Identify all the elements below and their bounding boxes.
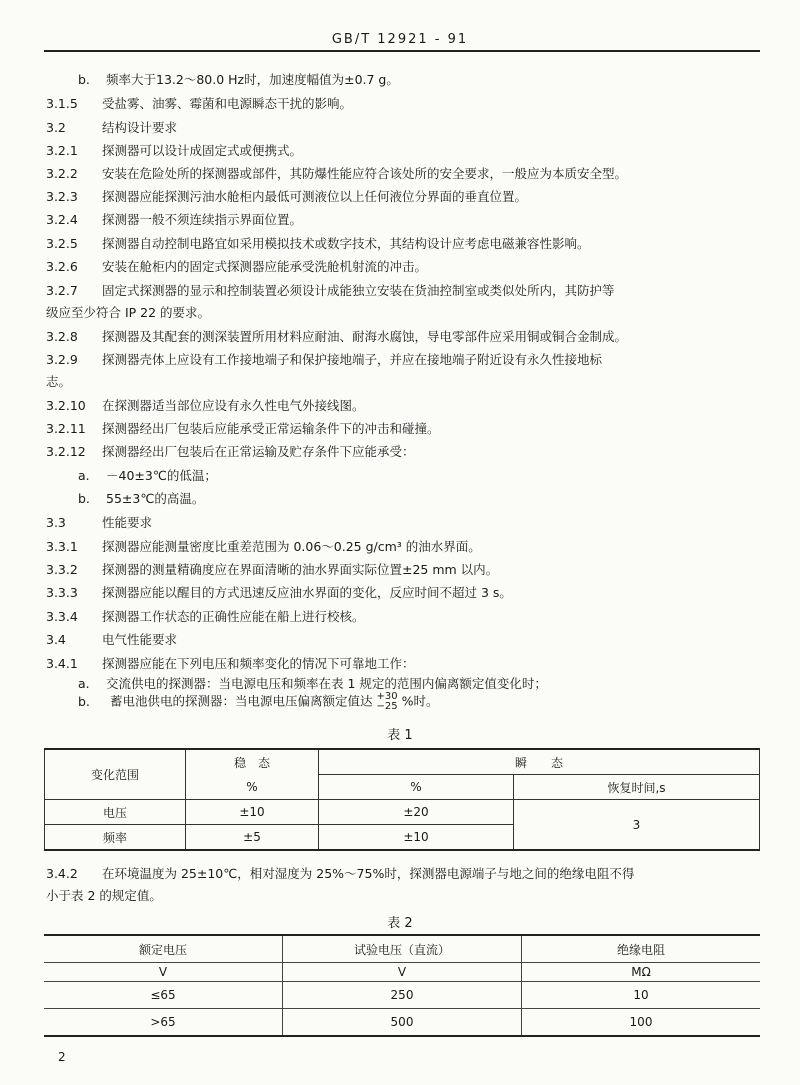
text-line	[46, 609, 762, 625]
clause-number: 3.3.4	[46, 609, 78, 624]
text-line	[46, 236, 762, 252]
clause-number: 3.2.8	[46, 329, 78, 344]
text-line	[46, 283, 762, 299]
page-number: 2	[58, 1050, 66, 1064]
clause-number: a.	[78, 676, 90, 691]
table1-row-transient: ±20	[319, 800, 514, 825]
clause-text: 探测器的测量精确度应在界面清晰的油水界面实际位置±25 mm 以内。	[102, 562, 499, 577]
clause-number: 3.4.2	[46, 866, 78, 881]
clause-text: 级应至少符合 IP 22 的要求。	[46, 305, 211, 320]
text-line	[46, 444, 762, 460]
header-rule	[44, 50, 760, 52]
clause-number: 3.2.9	[46, 352, 78, 367]
text-line	[46, 398, 762, 414]
table1-header-steady: 稳 态	[186, 749, 319, 775]
clause-text: 探测器一般不须连续指示界面位置。	[102, 212, 303, 227]
table2-caption: 表 2	[387, 916, 413, 931]
text-line	[46, 166, 762, 182]
text-line	[78, 491, 794, 507]
text-line	[46, 374, 762, 390]
table1-row-name: 电压	[45, 800, 186, 825]
clause-text: 志。	[46, 374, 72, 389]
clause-3-4-2-cont	[46, 888, 762, 904]
clause-number: 3.1.5	[46, 96, 78, 111]
table1-caption: 表 1	[387, 728, 413, 743]
clause-number: 3.2.2	[46, 166, 78, 181]
clause-number: 3.2	[46, 120, 66, 135]
clause-text: 探测器经出厂包装后在正常运输及贮存条件下应能承受：	[102, 444, 415, 459]
clause-text: 固定式探测器的显示和控制装置必须设计成能独立安装在货油控制室或类似处所内，其防护等	[102, 283, 615, 298]
clause-text: 安装在舱柜内的固定式探测器应能承受洗舱机射流的冲击。	[102, 259, 428, 274]
clause-text: －40±3℃的低温；	[106, 468, 217, 483]
text-line	[46, 143, 762, 159]
table1-row-transient: ±10	[319, 825, 514, 851]
clause-number: 3.2.5	[46, 236, 78, 251]
clause-number: b.	[78, 72, 90, 87]
table2-header-rated-voltage: 额定电压	[44, 935, 283, 963]
clause-text: 探测器及其配套的测深装置所用材料应耐油、耐海水腐蚀，导电零部件应采用铜或铜合金制成。	[102, 329, 628, 344]
text-line	[46, 421, 762, 437]
clause-text: 安装在危险处所的探测器或部件，其防爆性能应符合该处所的安全要求，一般应为本质安全型。	[102, 166, 628, 181]
table1-row-name: 频率	[45, 825, 186, 851]
clause-text: 探测器工作状态的正确性应能在船上进行校核。	[102, 609, 365, 624]
table2-cell: 10	[522, 982, 761, 1009]
clause-text-suffix: %时。	[401, 693, 439, 709]
clause-number: b.	[78, 693, 90, 709]
table1-row-steady: ±10	[186, 800, 319, 825]
table1-row-steady: ±5	[186, 825, 319, 851]
clause-number: 3.4	[46, 632, 66, 647]
table1-header-transient: 瞬 态	[319, 749, 760, 775]
text-line	[46, 585, 762, 601]
clause-text: 受盐雾、油雾、霉菌和电源瞬态干扰的影响。	[102, 96, 353, 111]
table2-header-test-voltage: 试验电压（直流）	[283, 935, 522, 963]
clause-text: 电气性能要求	[102, 632, 178, 647]
clause-number: 3.3.1	[46, 539, 78, 554]
text-line	[46, 259, 762, 275]
clause-text: 性能要求	[102, 515, 153, 530]
tolerance-lower: −25	[376, 701, 398, 712]
text-line	[46, 352, 762, 368]
clause-text: 探测器应能以醒目的方式迅速反应油水界面的变化，反应时间不超过 3 s。	[102, 585, 512, 600]
text-line	[46, 656, 762, 672]
text-line	[46, 96, 762, 112]
clause-text: 探测器应能探测污油水舱柜内最低可测液位以上任何液位分界面的垂直位置。	[102, 189, 528, 204]
clause-number: 3.3.2	[46, 562, 78, 577]
text-line	[46, 562, 762, 578]
clause-number: 3.2.4	[46, 212, 78, 227]
clause-number: 3.2.7	[46, 283, 78, 298]
table2-cell: 100	[522, 1009, 761, 1037]
clause-text: 小于表 2 的规定值。	[46, 888, 162, 903]
clause-text: 在环境温度为 25±10℃，相对湿度为 25%～75%时，探测器电源端子与地之间的绝缘电阻不得	[102, 866, 635, 881]
table2-cell: ≤65	[44, 982, 283, 1009]
text-line	[46, 305, 762, 321]
text-line	[46, 632, 762, 648]
clause-text: 探测器应能测量密度比重差范围为 0.06～0.25 g/cm³ 的油水界面。	[102, 539, 481, 554]
clause-text: 探测器可以设计成固定式或便携式。	[102, 143, 303, 158]
clause-number: 3.2.6	[46, 259, 78, 274]
clause-number: 3.2.11	[46, 421, 86, 436]
clause-number: 3.3	[46, 515, 66, 530]
page-header: GB/T 12921 - 91	[331, 32, 469, 47]
table2-unit: MΩ	[522, 963, 761, 982]
table2-cell: 250	[283, 982, 522, 1009]
table1	[44, 748, 760, 851]
table2-unit: V	[283, 963, 522, 982]
text-line	[78, 72, 794, 88]
table2-cell: >65	[44, 1009, 283, 1037]
clause-text: 在探测器适当部位应设有永久性电气外接线图。	[102, 398, 365, 413]
table1-recovery-value: 3	[514, 800, 760, 851]
table1-header-recovery: 恢复时间,s	[514, 775, 760, 800]
clause-text: 探测器应能在下列电压和频率变化的情况下可靠地工作：	[102, 656, 415, 671]
clause-number: 3.2.1	[46, 143, 78, 158]
table2-cell: 500	[283, 1009, 522, 1037]
table1-header-steady-unit: %	[186, 775, 319, 800]
clause-number: 3.2.12	[46, 444, 86, 459]
clause-number: 3.4.1	[46, 656, 78, 671]
clause-text: 55±3℃的高温。	[106, 491, 205, 506]
clause-text: 探测器壳体上应设有工作接地端子和保护接地端子，并应在接地端子附近设有永久性接地标	[102, 352, 603, 367]
tolerance-upper: +30	[376, 691, 398, 702]
table2-header-insulation: 绝缘电阻	[522, 935, 761, 963]
text-line	[46, 329, 762, 345]
clause-text-prefix: 蓄电池供电的探测器：当电源电压偏离额定值达	[109, 693, 373, 709]
table1-header-transient-unit: %	[319, 775, 514, 800]
clause-text: 频率大于13.2～80.0 Hz时，加速度幅值为±0.7 g。	[106, 72, 399, 87]
clause-3-4-1-b	[78, 692, 794, 712]
clause-number: 3.2.10	[46, 398, 86, 413]
text-line	[46, 212, 762, 228]
clause-3-4-2	[46, 866, 762, 882]
clause-text: 结构设计要求	[102, 120, 178, 135]
table2-unit: V	[44, 963, 283, 982]
clause-number: 3.3.3	[46, 585, 78, 600]
clause-number: b.	[78, 491, 90, 506]
table1-header-param: 变化范围	[45, 749, 186, 800]
text-line	[46, 539, 762, 555]
clause-text: 交流供电的探测器：当电源电压和频率在表 1 规定的范围内偏离额定值变化时；	[106, 676, 547, 691]
text-line	[46, 120, 762, 136]
clause-number: 3.2.3	[46, 189, 78, 204]
clause-text: 探测器自动控制电路宜如采用模拟技术或数字技术，其结构设计应考虑电磁兼容性影响。	[102, 236, 590, 251]
clause-number: a.	[78, 468, 90, 483]
text-line	[46, 189, 762, 205]
text-line	[78, 676, 794, 692]
text-line	[78, 468, 794, 484]
tolerance-fraction	[376, 692, 397, 712]
table2	[44, 934, 760, 1037]
clause-text: 探测器经出厂包装后应能承受正常运输条件下的冲击和碰撞。	[102, 421, 440, 436]
text-line	[46, 515, 762, 531]
